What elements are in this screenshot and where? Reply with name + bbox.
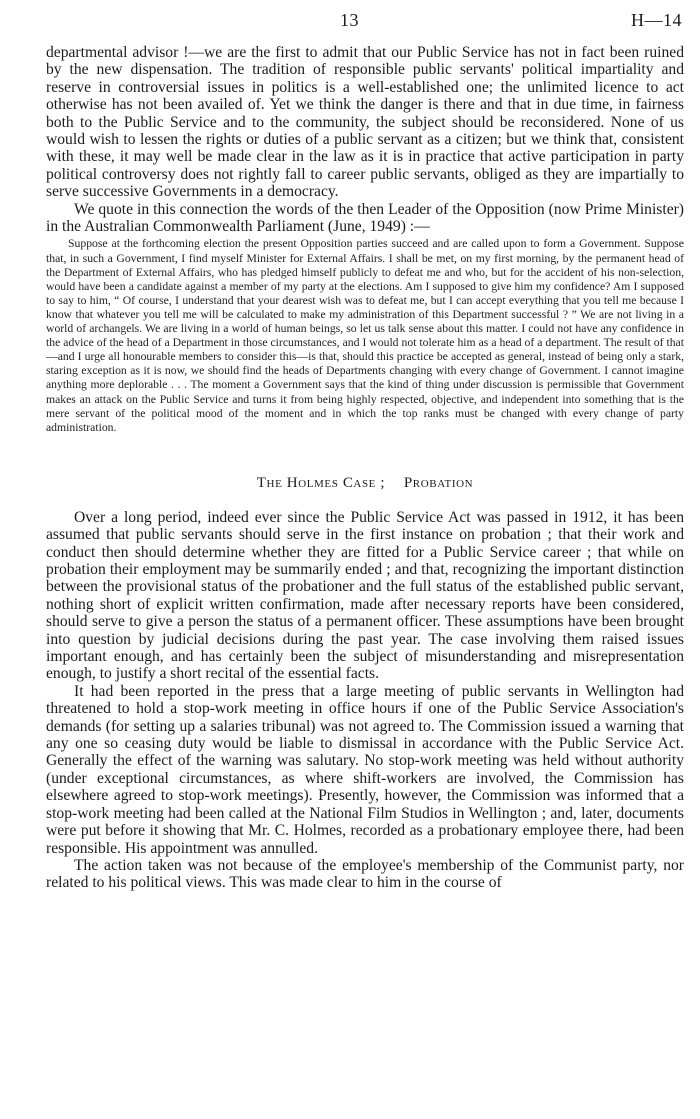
section-heading-right: Probation <box>403 474 474 491</box>
section-heading <box>46 475 684 492</box>
page-number: 13 <box>340 10 359 30</box>
section-heading-left: The Holmes Case ; <box>256 474 386 491</box>
paragraph-public-servant-neutrality: departmental advisor !—we are the first to admit that our Public Service has not in fact been ruined by the new dispensation. The tradition of responsible public servants' political impartiality and reserve in controversial issues in politics is a well-established one; the unlimited licence to act otherwise has not been availed of. Yet we think the danger is there and that in due time, in fairness both to the Public Service and to the community, the subject should be reconsidered. None of us would wish to lessen the rights or duties of a public servant as a citizen; but we think that, consistent with these, it may well be made clear in the law as it is in practice that active participation in party political controversy does not rightly fall to career public servants, obliged as they are impartially to serve successive Governments in a democracy. <box>46 44 684 201</box>
paragraph-action-taken: The action taken was not because of the employee's membership of the Communist party, nor related to his political views. This was made clear to him in the course of <box>46 856 684 892</box>
document-reference: H—14 <box>631 10 682 30</box>
paragraph-quote-intro: We quote in this connection the words of the then Leader of the Opposition (now Prime Minister) in the Australian Commonwealth Parliament (June, 1949) :— <box>46 200 684 236</box>
paragraph-stop-work-meeting: It had been reported in the press that a large meeting of public servants in Wellington had threatened to hold a stop-work meeting in office hours if one of the Public Service Association's demands (for setting up a salaries tribunal) was not agreed to. The Commission issued a warning that any one so ceasing duty would be liable to dismissal in accordance with the Public Service Act. Generally the effect of the warning was salutary. No stop-work meeting was held without authority (under exceptional circumstances, as where shift-workers are involved, the Commission has elsewhere agreed to stop-work meetings). Presently, however, the Commission was informed that a stop-work meeting had been called at the National Film Studios in Wellington ; and, later, documents were put before it showing that Mr. C. Holmes, recorded as a probationary employee there, had been responsible. His appointment was annulled. <box>46 682 684 857</box>
paragraph-probation-history: Over a long period, indeed ever since the Public Service Act was passed in 1912, it has been assumed that public servants should serve in the first instance on probation ; that their work and conduct then should determine whether they are fitted for a Public Service career ; that while on probation their employment may be summarily ended ; and that, recognizing the important distinction between the provisional status of the probationer and the full status of the established public servant, nothing short of explicit written confirmation, made after necessary reports have been considered, should serve to give a person the status of a permanent officer. These assumptions have been brought into question by judicial decisions during the past year. The case involving them raised issues important enough, and has certainly been the subject of misunderstanding and misrepresentation enough, to justify a short recital of the essential facts. <box>46 508 684 683</box>
block-quote-prime-minister: Suppose at the forthcoming election the present Opposition parties succeed and are called upon to form a Government. Suppose that, in such a Government, I find myself Minister for External Affairs. I shall be met, on my first morning, by the permanent head of the Department of External Affairs, who has pledged himself publicly to defeat me and who, but for the accident of his non-selection, would have been a candidate against a member of my party at the elections. Am I supposed to give him my confidence? Am I supposed to say to him, “ Of course, I understand that your dearest wish was to defeat me, but I can accept everything that you tell me because I know that whatever you tell me will be calculated to make my administration of this Department successful ? ” We are not living in a world of archangels. We are living in a world of human beings, so let us talk sense about this matter. I could not have any confidence in the advice of the head of a Department in those circumstances, and I would not tolerate him as a head of a department. The result of that—and I urge all honourable members to consider this—is that, should this practice be accepted as general, instead of being only a stark, staring exception as it is now, we should find the heads of Departments changing with every change of Government. I cannot imagine anything more deplorable . . . The moment a Government says that the kind of thing under discussion is permissible that Government makes an attack on the Public Service and turns it from being highly respected, objective, and independent into something that is the mere servant of the political mood of the moment and in which the top ranks must be changed with every change of party administration. <box>46 237 684 434</box>
